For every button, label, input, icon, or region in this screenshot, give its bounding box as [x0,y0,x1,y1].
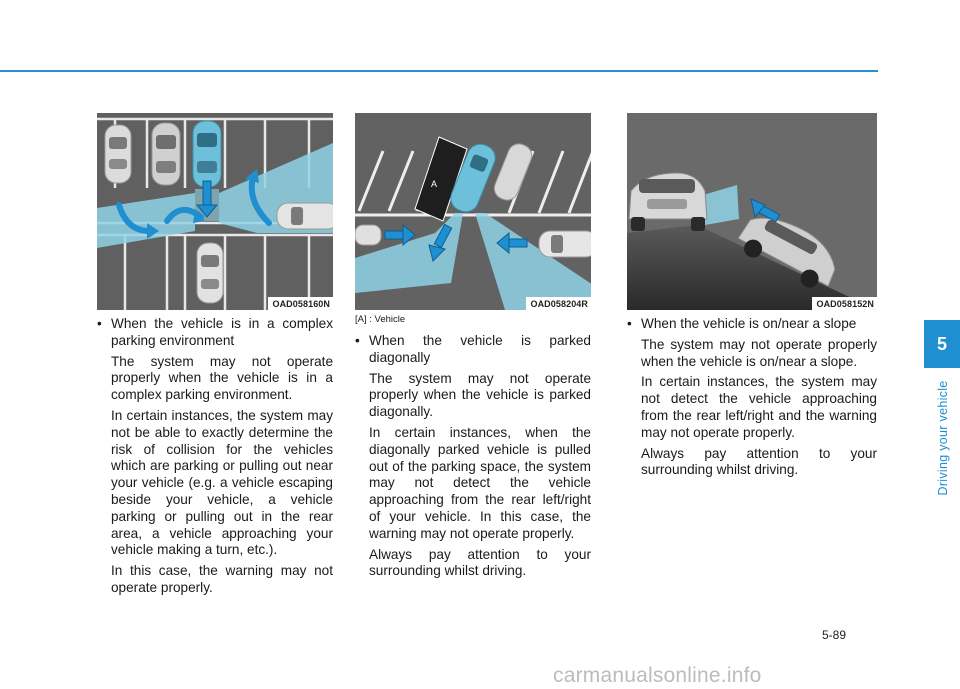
bullet-item: • When the vehicle is in a complex parking environment [97,316,333,348]
parking-lot-complex-illustration [97,113,333,310]
diagonal-parking-illustration [355,113,591,310]
figure-slope [627,113,877,310]
page-number: 5-89 [822,628,847,642]
paragraph: In certain instances, when the diagonally parked vehicle is pulled out of the parking space, the system may not detect the vehicle approaching from the rear left/right of your vehicle. In this case, the warning may not operate properly. [369,424,591,541]
figure-complex-parking [97,113,333,310]
paragraph: Always pay attention to your surrounding whilst driving. [369,546,591,579]
paragraph: Always pay attention to your surrounding whilst driving. [641,445,877,478]
column-middle [355,311,591,580]
paragraph: The system may not operate properly when the vehicle is on/near a slope. [641,336,877,369]
watermark: carmanualsonline.info [553,664,762,687]
paragraph: In this case, the warning may not operate properly. [111,563,333,595]
figure-diagonal-parking [355,113,591,310]
paragraph: In certain instances, the system may not be able to exactly determine the risk of collision for the vehicles which are parking or pulling out near your vehicle (e.g. a vehicle escaping beside your vehicle, a vehicle parking or pulling out in the rear area, a vehicle approaching your vehicle making a turn, etc.). [111,407,333,558]
paragraph: The system may not operate properly when the vehicle is parked diagonally. [369,370,591,420]
bullet-item: • When the vehicle is parked diagonally [355,333,591,365]
bullet-item: • When the vehicle is on/near a slope [627,316,857,331]
bullet-icon: • [97,316,102,331]
bullet-icon: • [355,333,360,348]
column-right [627,316,877,479]
figure-code: OAD058152N [812,297,877,310]
chapter-title: Driving your vehicle [936,380,950,496]
figure-code: OAD058160N [268,297,333,310]
slope-vehicle-illustration [627,113,877,310]
bullet-icon: • [627,316,632,331]
paragraph: The system may not operate properly when the vehicle is in a complex parking environment. [111,353,333,403]
chapter-tab: 5 [924,320,960,368]
column-left [97,316,333,597]
figure-code: OAD058204R [526,297,591,310]
figure-caption: [A] : Vehicle [355,314,406,325]
header-rule [0,70,878,72]
vehicle-marker-a: A [431,179,438,189]
paragraph: In certain instances, the system may not detect the vehicle approaching from the rear left/right and the warning may not operate properly. [641,374,877,440]
